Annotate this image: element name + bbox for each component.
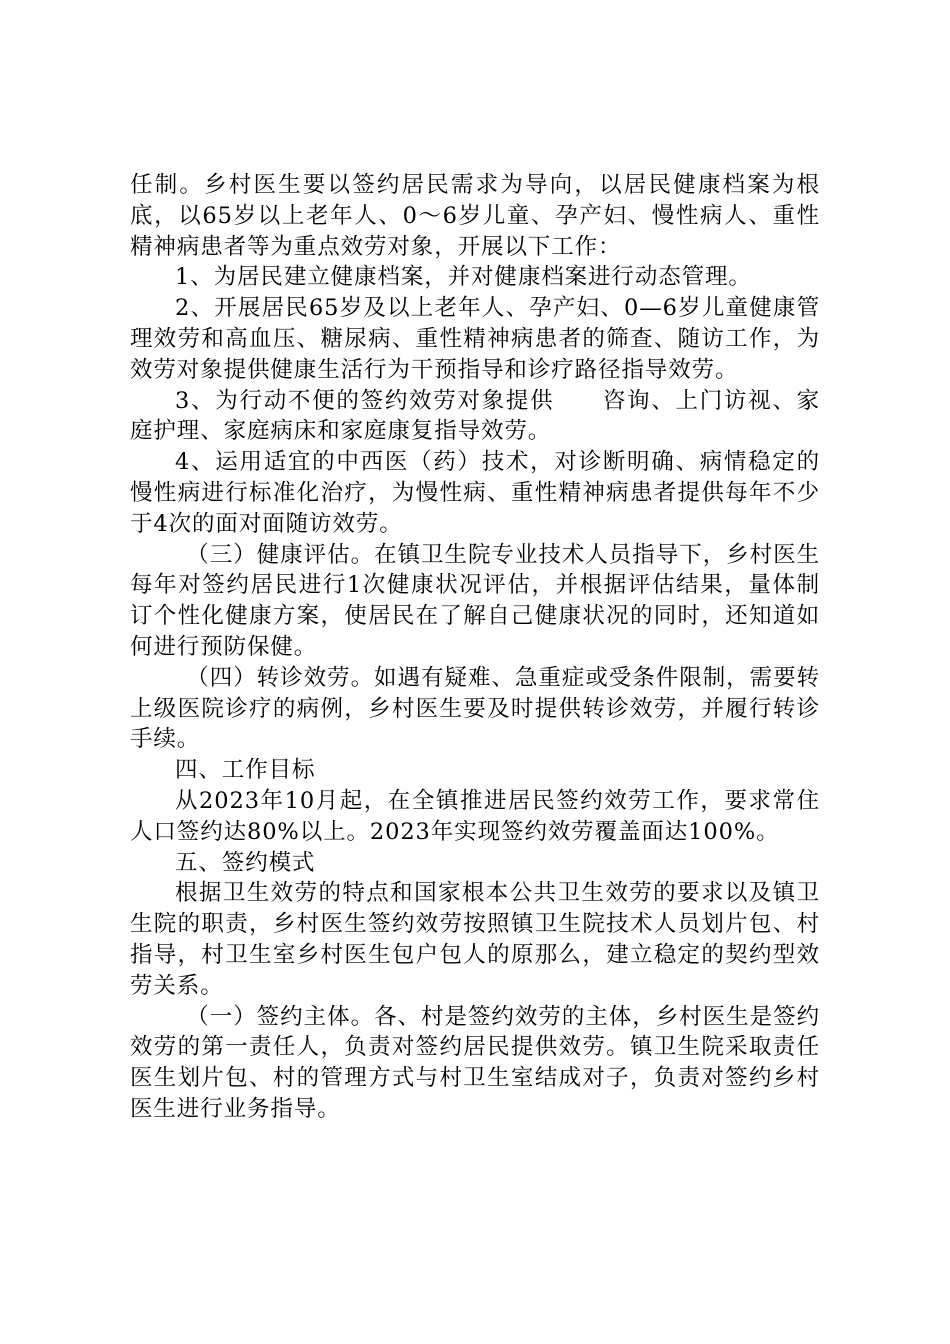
paragraph-work-goals: 从2023年10月起，在全镇推进居民签约效劳工作，要求常住人口签约达80%以上。2023年实现签约效劳覆盖面达100%。 xyxy=(130,787,820,845)
paragraph-intro-continuation: 任制。乡村医生要以签约居民需求为导向，以居民健康档案为根底，以65岁以上老年人、0～6岁儿童、孕产妇、慢性病人、重性精神病患者等为重点效劳对象，开展以下工作： xyxy=(130,172,820,260)
paragraph-referral-service: （四）转诊效劳。如遇有疑难、急重症或受条件限制，需要转上级医院诊疗的病例，乡村医生要及时提供转诊效劳，并履行转诊手续。 xyxy=(130,664,820,753)
paragraph-signing-mode: 根据卫生效劳的特点和国家根本公共卫生效劳的要求以及镇卫生院的职责，乡村医生签约效劳按照镇卫生院技术人员划片包、村指导，村卫生室乡村医生包户包人的原那么，建立稳定的契约型效劳关系。 xyxy=(130,880,820,999)
paragraph-item-4: 4、运用适宜的中西医（药）技术，对诊断明确、病情稳定的慢性病进行标准化治疗，为慢性病、重性精神病患者提供每年不少于4次的面对面随访效劳。 xyxy=(130,449,820,537)
section-heading-signing-mode: 五、签约模式 xyxy=(175,849,316,876)
paragraph-item-2: 2、开展居民65岁及以上老年人、孕产妇、0—6岁儿童健康管理效劳和高血压、糖尿病、重性精神病患者的筛查、随访工作，为效劳对象提供健康生活行为干预指导和诊疗路径指导效劳。 xyxy=(130,295,820,383)
document-page xyxy=(130,170,820,1125)
paragraph-health-assessment: （三）健康评估。在镇卫生院专业技术人员指导下，乡村医生每年对签约居民进行1次健康状况评估，并根据评估结果，量体制订个性化健康方案，使居民在了解自己健康状况的同时，还知道如何进行预防保健。 xyxy=(130,541,820,660)
paragraph-signing-subject: （一）签约主体。各、村是签约效劳的主体，乡村医生是签约效劳的第一责任人，负责对签约居民提供效劳。镇卫生院采取责任医生划片包、村的管理方式与村卫生室结成对子，负责对签约乡村医生进行业务指导。 xyxy=(130,1003,820,1122)
section-heading-work-goals: 四、工作目标 xyxy=(175,757,316,784)
paragraph-item-3: 3、为行动不便的签约效劳对象提供 咨询、上门访视、家庭护理、家庭病床和家庭康复指导效劳。 xyxy=(130,387,820,445)
paragraph-item-1: 1、为居民建立健康档案，并对健康档案进行动态管理。 xyxy=(175,264,752,291)
